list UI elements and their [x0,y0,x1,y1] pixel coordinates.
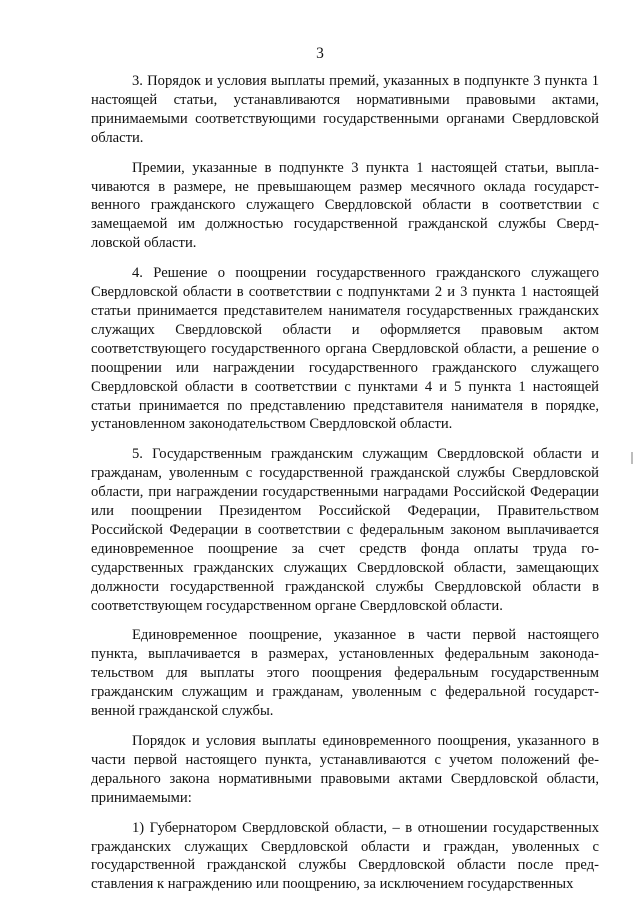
paragraph-premium-amount: Премии, указанные в подпункте 3 пункта 1 настоящей статьи, выплачиваются в размере, не превышающем размер месячного оклада государственного гражданского служащего Свердловской области в соответствии с замещаемой им должностью государственной гражданской службы Свердловской области. [91,159,599,252]
paragraph-3-premium-procedure: 3. Порядок и условия выплаты премий, указанных в подпункте 3 пункта 1 настоящей статьи, устанавливаются нормативными правовыми актами, принимаемыми соответствующими государственными органами Свердловской области. [91,73,599,146]
paragraph-item-1-governor: 1) Губернатором Свердловской области, – в отношении государственных гражданских служащих Свердловской области и граждан, уволенных с государственной гражданской службы Свердловской области после представления к награждению или поощрению, за исключением государственных [91,819,599,893]
paragraph-5-one-time-incentive: 5. Государственным гражданским служащим Свердловской области и гражданам, уволенным с государственной гражданской службы Свердловской области, при награждении государственными наградами Российской Федерации или поощрении Президентом Российской Федерации, Правительством Российской Федерации в соответствии с федеральным законом выплачивается единовременное поощрение за счет средств фонда оплаты труда государственных гражданских служащих Свердловской области, замещающих должности государственной гражданской службы Свердловской области в соответствующем государственном органе Свердловской области. [91,446,599,614]
paragraph-incentive-amount: Единовременное поощрение, указанное в части первой настоящего пункта, выплачивается в размерах, установленных федеральным законодательством для выплаты этого поощрения федеральным государственным гражданским служащим и гражданам, уволенным с федеральной государственной гражданской службы. [91,627,599,720]
page-number: 3 [316,45,324,62]
paragraph-4-incentive-decision: 4. Решение о поощрении государственного гражданского служащего Свердловской области в соответствии с подпунктами 2 и 3 пункта 1 настоящей статьи принимается представителем нанимателя государственных гражданских служащих Свердловской области и оформляется правовым актом соответствующего государственного органа Свердловской области, а решение о поощрении или награждении государственного гражданского служащего Свердловской области в соответствии с пунктами 4 и 5 пункта 1 настоящей статьи принимается по представлению представителя нанимателя в порядке, установленном законодательством Свердловской области. [91,265,599,433]
document-body [91,72,599,905]
paragraph-incentive-procedure: Порядок и условия выплаты единовременного поощрения, указанного в части первой настоящего пункта, устанавливаются с учетом положений федерального закона нормативными правовыми актами Свердловской области, принимаемыми: [91,733,599,806]
scan-margin-mark [631,452,633,464]
